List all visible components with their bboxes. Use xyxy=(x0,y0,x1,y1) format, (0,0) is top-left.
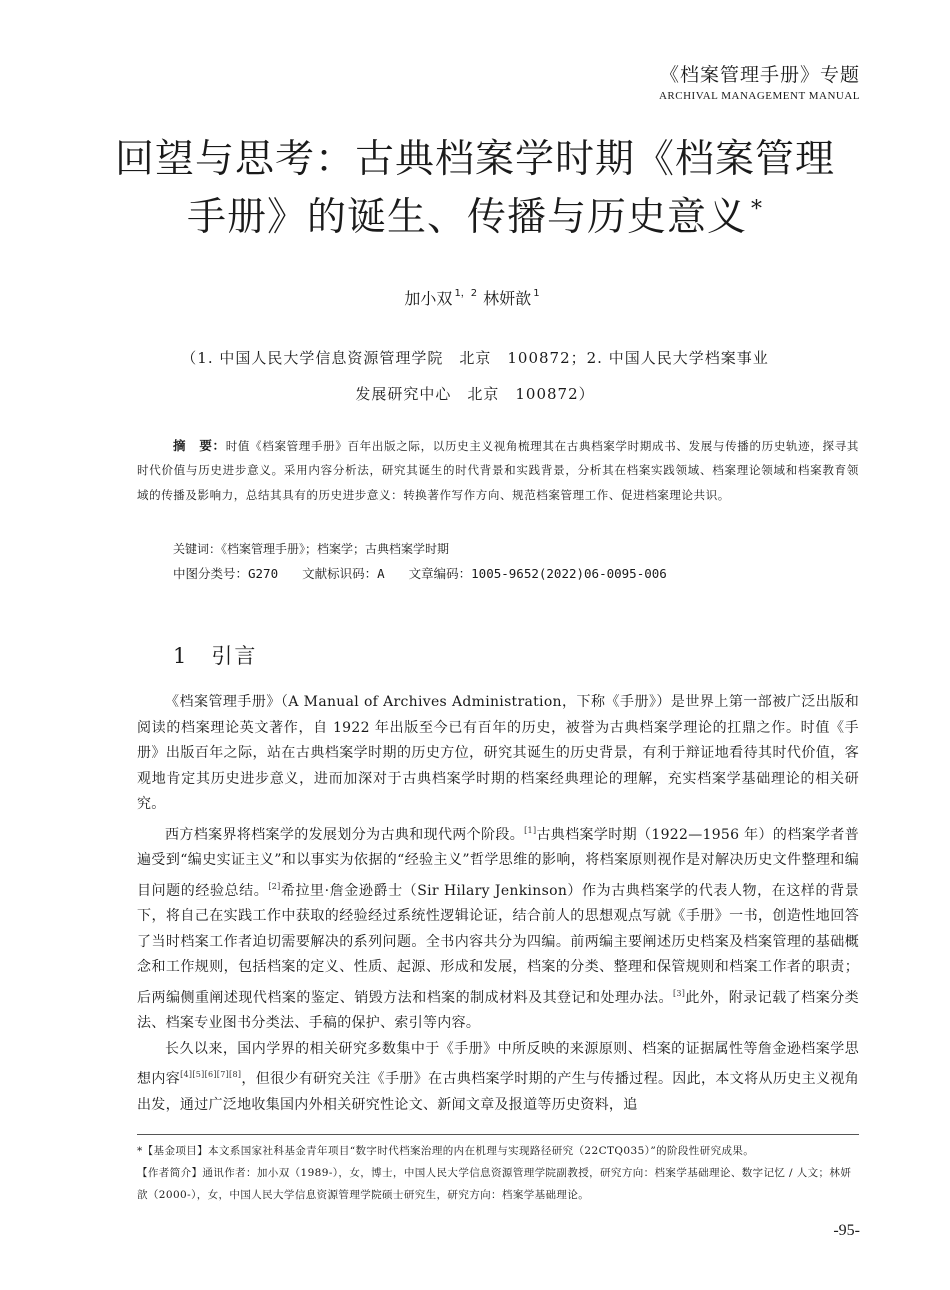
footnote-fund: *【基金项目】本文系国家社科基金青年项目“数字时代档案治理的内在机理与实现路径研究（22CTQ035）”的阶段性研究成果。 xyxy=(137,1145,755,1157)
paragraph-1: 《档案管理手册》（A Manual of Archives Administration，下称《手册》）是世界上第一部被广泛出版和阅读的档案理论英文著作，自 1922 年出版至今已有百年的历史，被誉为古典档案学理论的扛鼎之作。时值《手册》出版百年之际，站在古典档案学时期的历史方位，研究其诞生的历史背景，有利于辩证地看待其时代价值，客观地肯定其历史进步意义，进而加深对于古典档案学时期的档案经典理论的理解，充实档案学基础理论的相关研究。 xyxy=(137,694,859,812)
citation-ref[interactable]: [2] xyxy=(268,881,281,891)
footnotes xyxy=(137,1140,859,1206)
citation-ref[interactable]: [3] xyxy=(672,988,686,998)
footnote-divider xyxy=(137,1134,859,1135)
p3-text-a: 长久以来，国内学界的相关研究多数集中于《手册》中所反映的来源原则、档案的证据属性等詹金逊档案学思想内容 xyxy=(137,1040,859,1087)
keywords-text: 《档案管理手册》；档案学；古典档案学时期 xyxy=(221,542,450,556)
affiliations xyxy=(0,340,950,412)
title-footnote-marker: * xyxy=(751,197,763,222)
author-1-name: 加小双 xyxy=(404,289,453,308)
paragraph-3 xyxy=(137,1037,859,1119)
clc-number: 中图分类号：G270 xyxy=(173,566,279,581)
p2-text-a: 西方档案界将档案学的发展划分为古典和现代两个阶段。 xyxy=(165,826,525,843)
citation-ref[interactable]: [1] xyxy=(524,825,537,835)
p2-text-d: 此外，附录记载了档案分类法、档案专业图书分类法、手稿的保护、索引等内容。 xyxy=(137,989,859,1031)
column-title-zh: 《档案管理手册》专题 xyxy=(659,64,860,86)
title-line-2 xyxy=(100,185,850,243)
p2-text-b: 古典档案学时期（1922—1956 年）的档案学者普遍受到“编史实证主义”和以事实为依据的“经验主义”哲学思维的影响，将档案原则视作是对解决历史文件整理和编目问题的经验总结。 xyxy=(137,826,859,899)
title-line-1: 回望与思考：古典档案学时期《档案管理 xyxy=(114,137,835,182)
author-2-affil-marker: 1 xyxy=(533,288,540,299)
affiliation-line-2: 发展研究中心 北京 100872） xyxy=(355,385,595,403)
abstract-text: 时值《档案管理手册》百年出版之际，以历史主义视角梳理其在古典档案学时期成书、发展与传播的历史轨迹，探寻其时代价值与历史进步意义。采用内容分析法，研究其诞生的时代背景和实践背景，分析其在档案实践领域、档案理论领域和档案教育领域的传播及影响力，总结其具有的历史进步意义：转换著作写作方向、规范档案管理工作、促进档案理论共识。 xyxy=(137,439,859,502)
abstract xyxy=(137,434,859,507)
affiliation-line-1: （1. 中国人民大学信息资源管理学院 北京 100872；2. 中国人民大学档案事业 xyxy=(181,349,769,367)
abstract-label: 摘 要： xyxy=(173,438,226,453)
p2-text-c: 希拉里·詹金逊爵士（Sir Hilary Jenkinson）作为古典档案学的代表人物，在这样的背景下，将自己在实践工作中获取的经验经过系统性逻辑论证，结合前人的思想观点写就《手册》一书，创造性地回答了当时档案工作者迫切需要解决的系列问题。全书内容共分为四编。前两编主要阐述历史档案及档案管理的基础概念和工作规则，包括档案的定义、性质、起源、形成和发展，档案的分类、整理和保管规则和档案工作者的职责；后两编侧重阐述现代档案的鉴定、销毁方法和档案的制成材料及其登记和处理办法。 xyxy=(137,882,859,1006)
author-list xyxy=(0,284,950,309)
section-heading: 1 引言 xyxy=(173,644,258,668)
classification-line xyxy=(173,564,691,582)
paragraph-2 xyxy=(137,818,859,1037)
p3-text-b: ，但很少有研究关注《手册》在古典档案学时期的产生与传播过程。因此，本文将从历史主义视角出发，通过广泛地收集国内外相关研究性论文、新闻文章及报道等历史资料，追 xyxy=(137,1071,859,1113)
body-text xyxy=(137,690,859,1118)
column-header xyxy=(659,62,860,104)
page-number: -95- xyxy=(833,1222,860,1239)
article-title xyxy=(100,135,850,243)
author-1-affil-marker: 1，2 xyxy=(454,288,478,299)
title-line-2-text: 手册》的诞生、传播与历史意义 xyxy=(186,195,747,240)
keywords-label: 关键词： xyxy=(173,542,222,556)
column-title-en: ARCHIVAL MANAGEMENT MANUAL xyxy=(658,90,860,102)
document-code: 文献标识码：A xyxy=(302,566,385,581)
article-number: 文章编码：1005-9652(2022)06-0095-006 xyxy=(408,566,667,581)
keywords xyxy=(173,540,449,557)
author-2-name: 林妍歆 xyxy=(483,289,532,308)
citation-ref[interactable]: [4][5][6][7][8] xyxy=(180,1070,242,1079)
footnote-author-bio: 【作者简介】通讯作者：加小双（1989-），女，博士，中国人民大学信息资源管理学院副教授，研究方向：档案学基础理论、数字记忆 / 人文；林妍歆（2000-），女，中国人民大学信息资源管理学院硕士研究生，研究方向：档案学基础理论。 xyxy=(137,1167,852,1201)
